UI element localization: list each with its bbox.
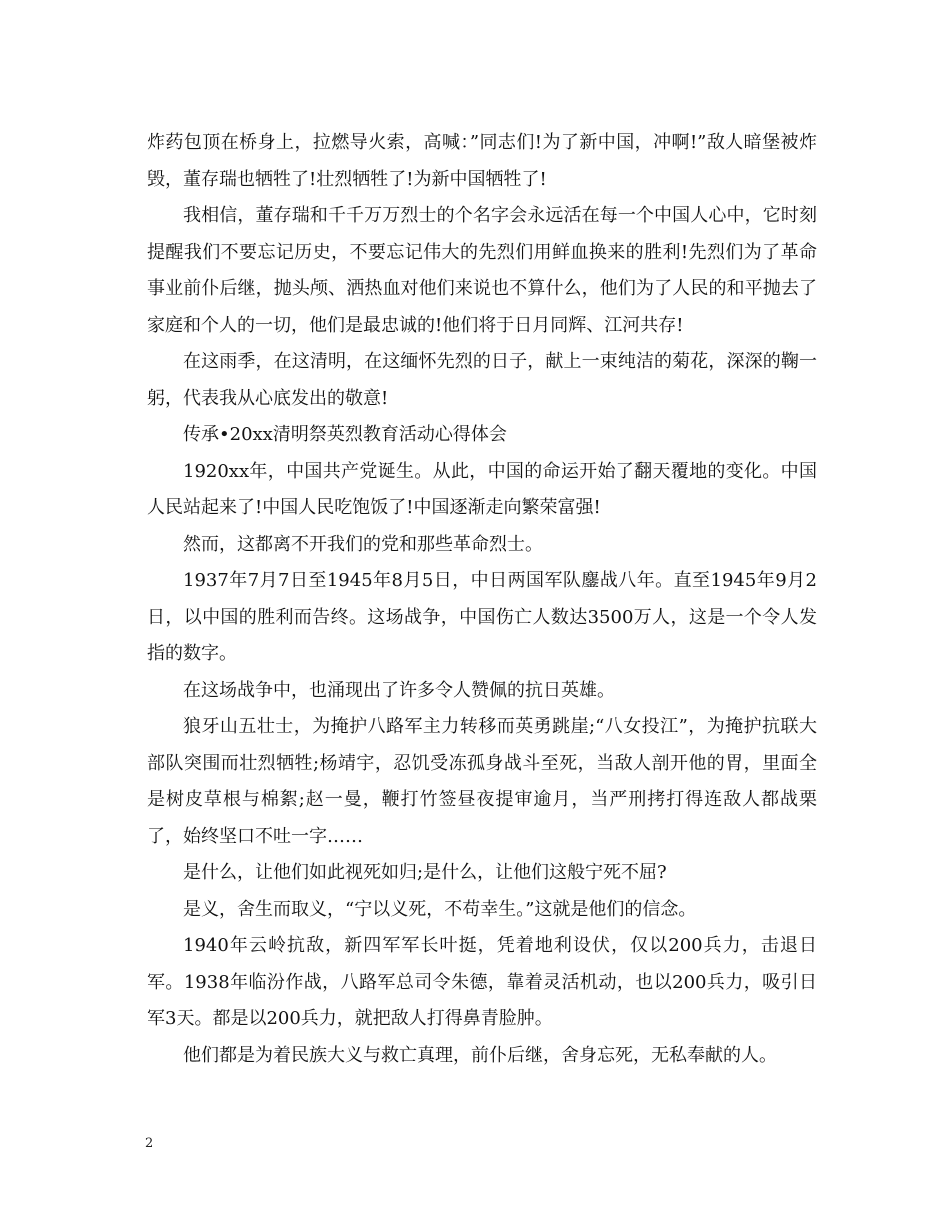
body-text <box>147 125 817 1074</box>
paragraph: 炸药包顶在桥身上，拉燃导火索，高喊：”同志们!为了新中国，冲啊!”敌人暗堡被炸毁，董存瑞也牺牲了!壮烈牺牲了!为新中国牺牲了! <box>147 132 817 190</box>
paragraph: 我相信，董存瑞和千千万万烈士的个名字会永远活在每一个中国人心中，它时刻提醒我们不要忘记历史，不要忘记伟大的先烈们用鲜血换来的胜利!先烈们为了革命事业前仆后继，抛头颅、洒热血对他们来说也不算什么，他们为了人民的和平抛去了家庭和个人的一切，他们是最忠诚的!他们将于日月同辉、江河共存! <box>147 205 817 336</box>
paragraph: 是义，舍生而取义，“宁以义死，不苟幸生。”这就是他们的信念。 <box>183 898 697 920</box>
paragraph: 1940年云岭抗敌，新四军军长叶挺，凭着地利设伏，仅以200兵力，击退日军。1938年临汾作战，八路军总司令朱德，靠着灵活机动，也以200兵力，吸引日军3天。都是以200兵力，就把敌人打得鼻青脸肿。 <box>147 935 817 1029</box>
paragraph: 在这场战争中，也涌现出了许多令人赞佩的抗日英雄。 <box>183 679 615 701</box>
paragraph: 是什么，让他们如此视死如归;是什么，让他们这般宁死不屈? <box>183 862 667 883</box>
paragraph: 1937年7月7日至1945年8月5日，中日两国军队鏖战八年。直至1945年9月2日，以中国的胜利而告终。这场战争，中国伤亡人数达3500万人，这是一个令人发指的数字。 <box>147 570 817 664</box>
page-number: 2 <box>145 1136 154 1151</box>
paragraph: 在这雨季，在这清明，在这缅怀先烈的日子，献上一束纯洁的菊花，深深的鞠一躬，代表我从心底发出的敬意! <box>147 351 817 409</box>
paragraph: 1920xx年，中国共产党诞生。从此，中国的命运开始了翻天覆地的变化。中国人民站起来了!中国人民吃饱饭了!中国逐渐走向繁荣富强! <box>147 460 817 518</box>
paragraph: 狼牙山五壮士，为掩护八路军主力转移而英勇跳崖;“八女投江”，为掩护抗联大部队突围而壮烈牺牲;杨靖宇，忍饥受冻孤身战斗至死，当敌人剖开他的胃，里面全是树皮草根与棉絮;赵一曼，鞭打竹签昼夜提审逾月，当严刑拷打得连敌人都战栗了，始终坚口不吐一字…… <box>147 716 817 847</box>
paragraph: 他们都是为着民族大义与救亡真理，前仆后继，舍身忘死，无私奉献的人。 <box>183 1044 777 1066</box>
paragraph: 然而，这都离不开我们的党和那些革命烈士。 <box>183 533 543 555</box>
section-heading: 传承•20xx清明祭英烈教育活动心得体会 <box>183 424 507 445</box>
